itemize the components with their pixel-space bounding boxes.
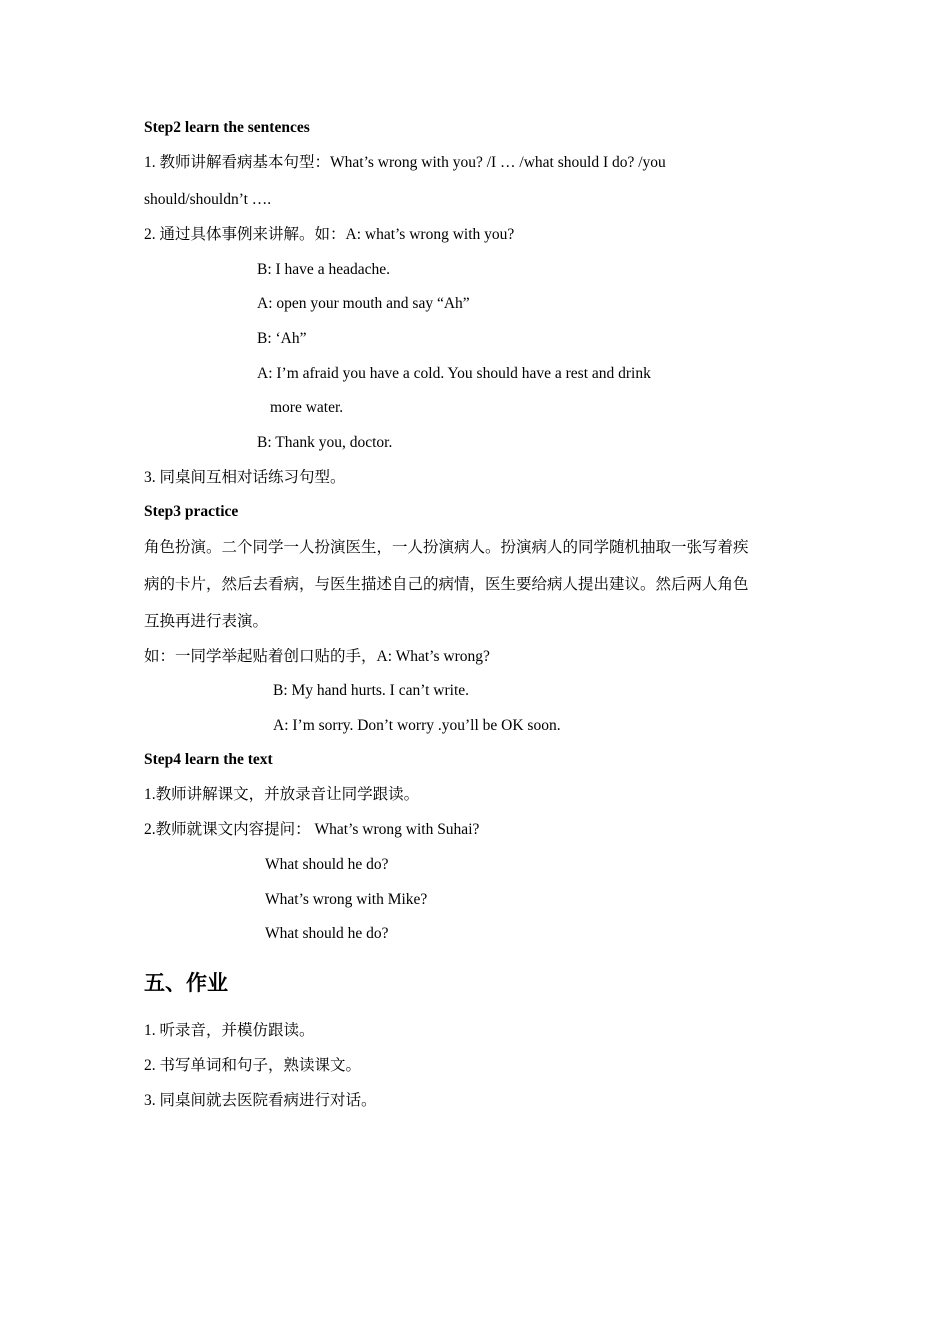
- step3-dialogue-line: A: I’m sorry. Don’t worry .you’ll be OK soon.: [273, 717, 561, 734]
- step2-dialogue-line: B: I have a headache.: [257, 261, 390, 278]
- step2-dialogue-line: more water.: [270, 399, 344, 416]
- step4-question: What’s wrong with Mike?: [265, 891, 428, 908]
- step4-question: What should he do?: [265, 856, 389, 873]
- step4-question: What should he do?: [265, 925, 389, 942]
- step2-item2: 2. 通过具体事例来讲解。如：A: what’s wrong with you?: [144, 226, 515, 243]
- step3-paragraph-line: 病的卡片，然后去看病，与医生描述自己的病情，医生要给病人提出建议。然后两人角色: [144, 576, 749, 593]
- step3-dialogue-line: B: My hand hurts. I can’t write.: [273, 682, 470, 699]
- homework-item: 1. 听录音，并模仿跟读。: [144, 1022, 315, 1039]
- step4-title: Step4 learn the text: [144, 751, 273, 768]
- step4-item2: 2.教师就课文内容提问： What’s wrong with Suhai?: [144, 821, 480, 838]
- homework-heading: 五、作业: [144, 971, 228, 995]
- step2-dialogue-line: B: ‘Ah”: [257, 330, 307, 347]
- step2-dialogue-line: A: open your mouth and say “Ah”: [257, 295, 470, 312]
- step3-title: Step3 practice: [144, 503, 239, 520]
- homework-item: 2. 书写单词和句子，熟读课文。: [144, 1057, 362, 1074]
- step2-dialogue-line: A: I’m afraid you have a cold. You should have a rest and drink: [257, 365, 651, 382]
- step3-paragraph-line: 角色扮演。二个同学一人扮演医生，一人扮演病人。扮演病人的同学随机抽取一张写着疾: [144, 539, 749, 556]
- step2-dialogue-line: B: Thank you, doctor.: [257, 434, 393, 451]
- step2-title: Step2 learn the sentences: [144, 119, 310, 136]
- step3-paragraph-line: 互换再进行表演。: [144, 613, 269, 630]
- step2-item1-line1: 1. 教师讲解看病基本句型：What’s wrong with you? /I … /what should I do? /you: [144, 154, 666, 171]
- step4-item1: 1.教师讲解课文，并放录音让同学跟读。: [144, 786, 420, 803]
- step2-item1-line2: should/shouldn’t ….: [144, 191, 272, 208]
- homework-item: 3. 同桌间就去医院看病进行对话。: [144, 1092, 377, 1109]
- step2-item3: 3. 同桌间互相对话练习句型。: [144, 469, 346, 486]
- step3-example: 如：一同学举起贴着创口贴的手，A: What’s wrong?: [144, 648, 490, 665]
